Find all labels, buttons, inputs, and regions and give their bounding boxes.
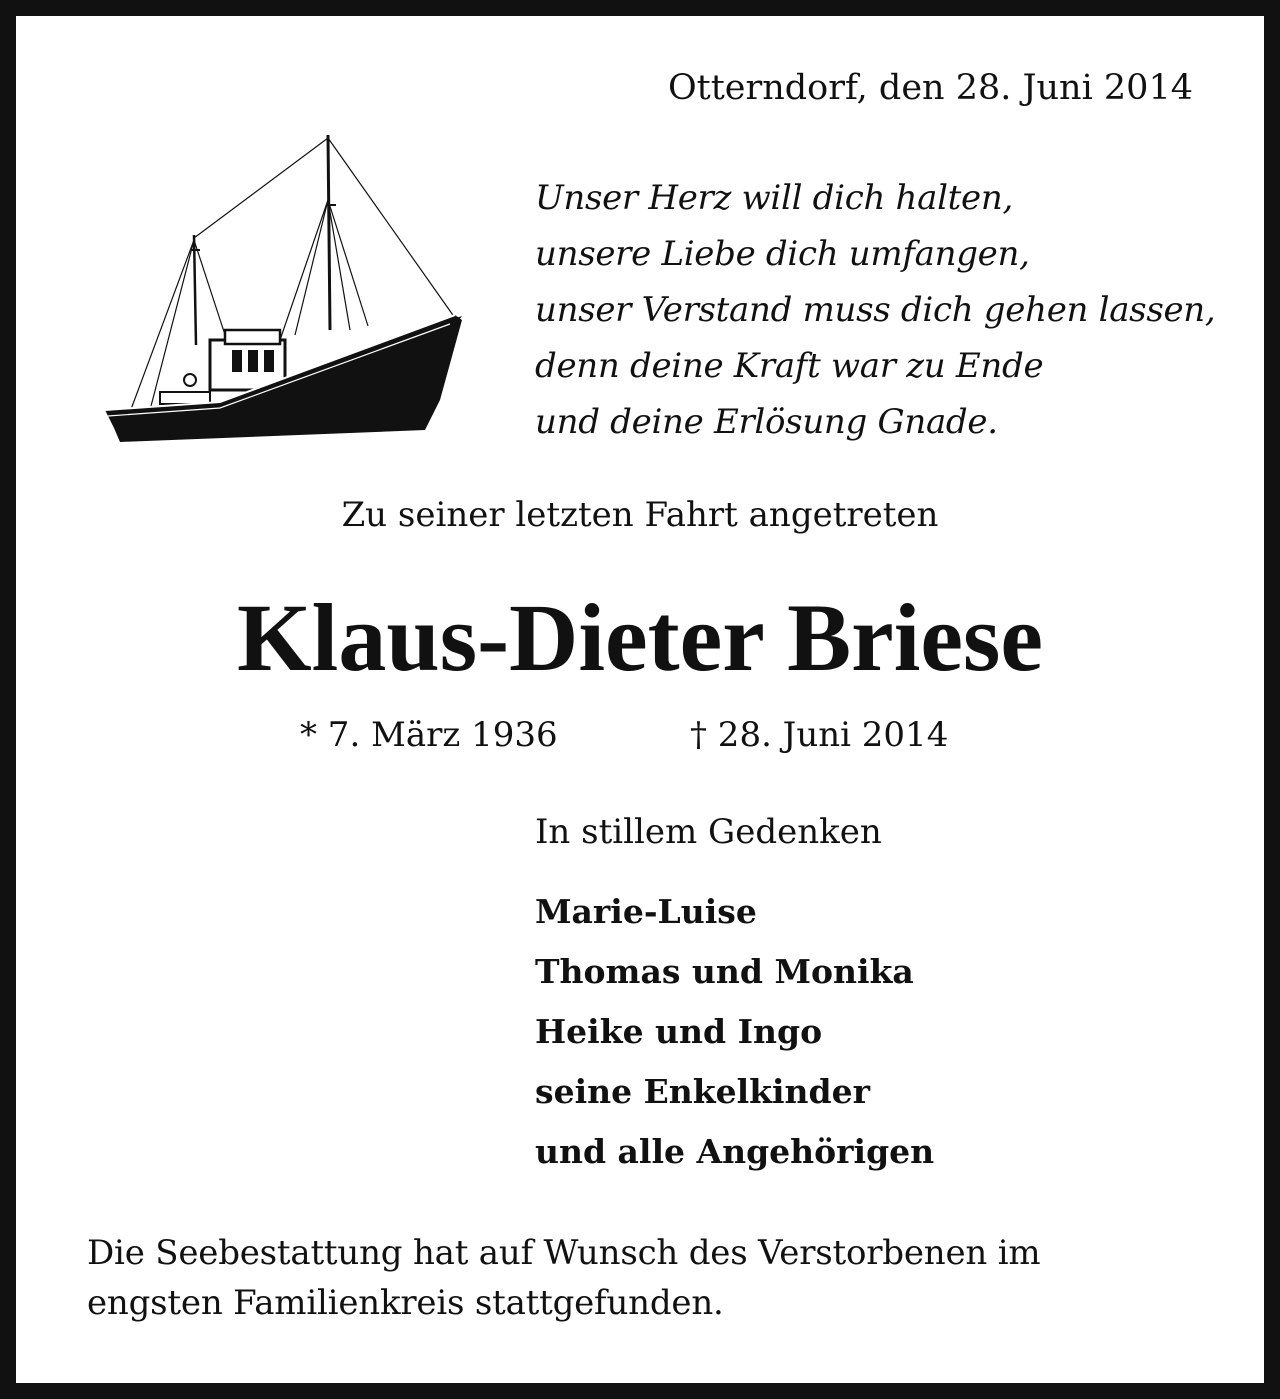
mourner-item: Thomas und Monika [535, 952, 914, 991]
poem-line: Unser Herz will dich halten, [535, 178, 1013, 218]
birth-date: * 7. März 1936 [300, 715, 558, 755]
poem-line: unsere Liebe dich umfangen, [535, 234, 1030, 274]
mourner-item: seine Enkelkinder [535, 1072, 870, 1111]
notice-line: engsten Familienkreis stattgefunden. [87, 1283, 724, 1323]
poem-line: und deine Erlösung Gnade. [535, 402, 998, 442]
mourners-list [535, 882, 934, 1182]
mourner-item: Heike und Ingo [535, 1012, 823, 1051]
deceased-name: Klaus-Dieter Briese [236, 584, 1043, 691]
burial-notice [87, 1228, 1197, 1328]
mourner-item: Marie-Luise [535, 892, 757, 931]
poem-line: unser Verstand muss dich gehen lassen, [535, 290, 1216, 330]
memory-line: In stillem Gedenken [535, 812, 882, 852]
place-date: Otterndorf, den 28. Juni 2014 [667, 68, 1193, 108]
poem-line: denn deine Kraft war zu Ende [535, 346, 1044, 386]
notice-line: Die Seebestattung hat auf Wunsch des Verstorbenen im [87, 1233, 1041, 1273]
intro-line: Zu seiner letzten Fahrt angetreten [341, 495, 939, 535]
mourner-item: und alle Angehörigen [535, 1132, 935, 1171]
death-date: † 28. Juni 2014 [690, 715, 949, 755]
fishing-boat-icon [100, 130, 470, 450]
poem [535, 170, 1215, 450]
